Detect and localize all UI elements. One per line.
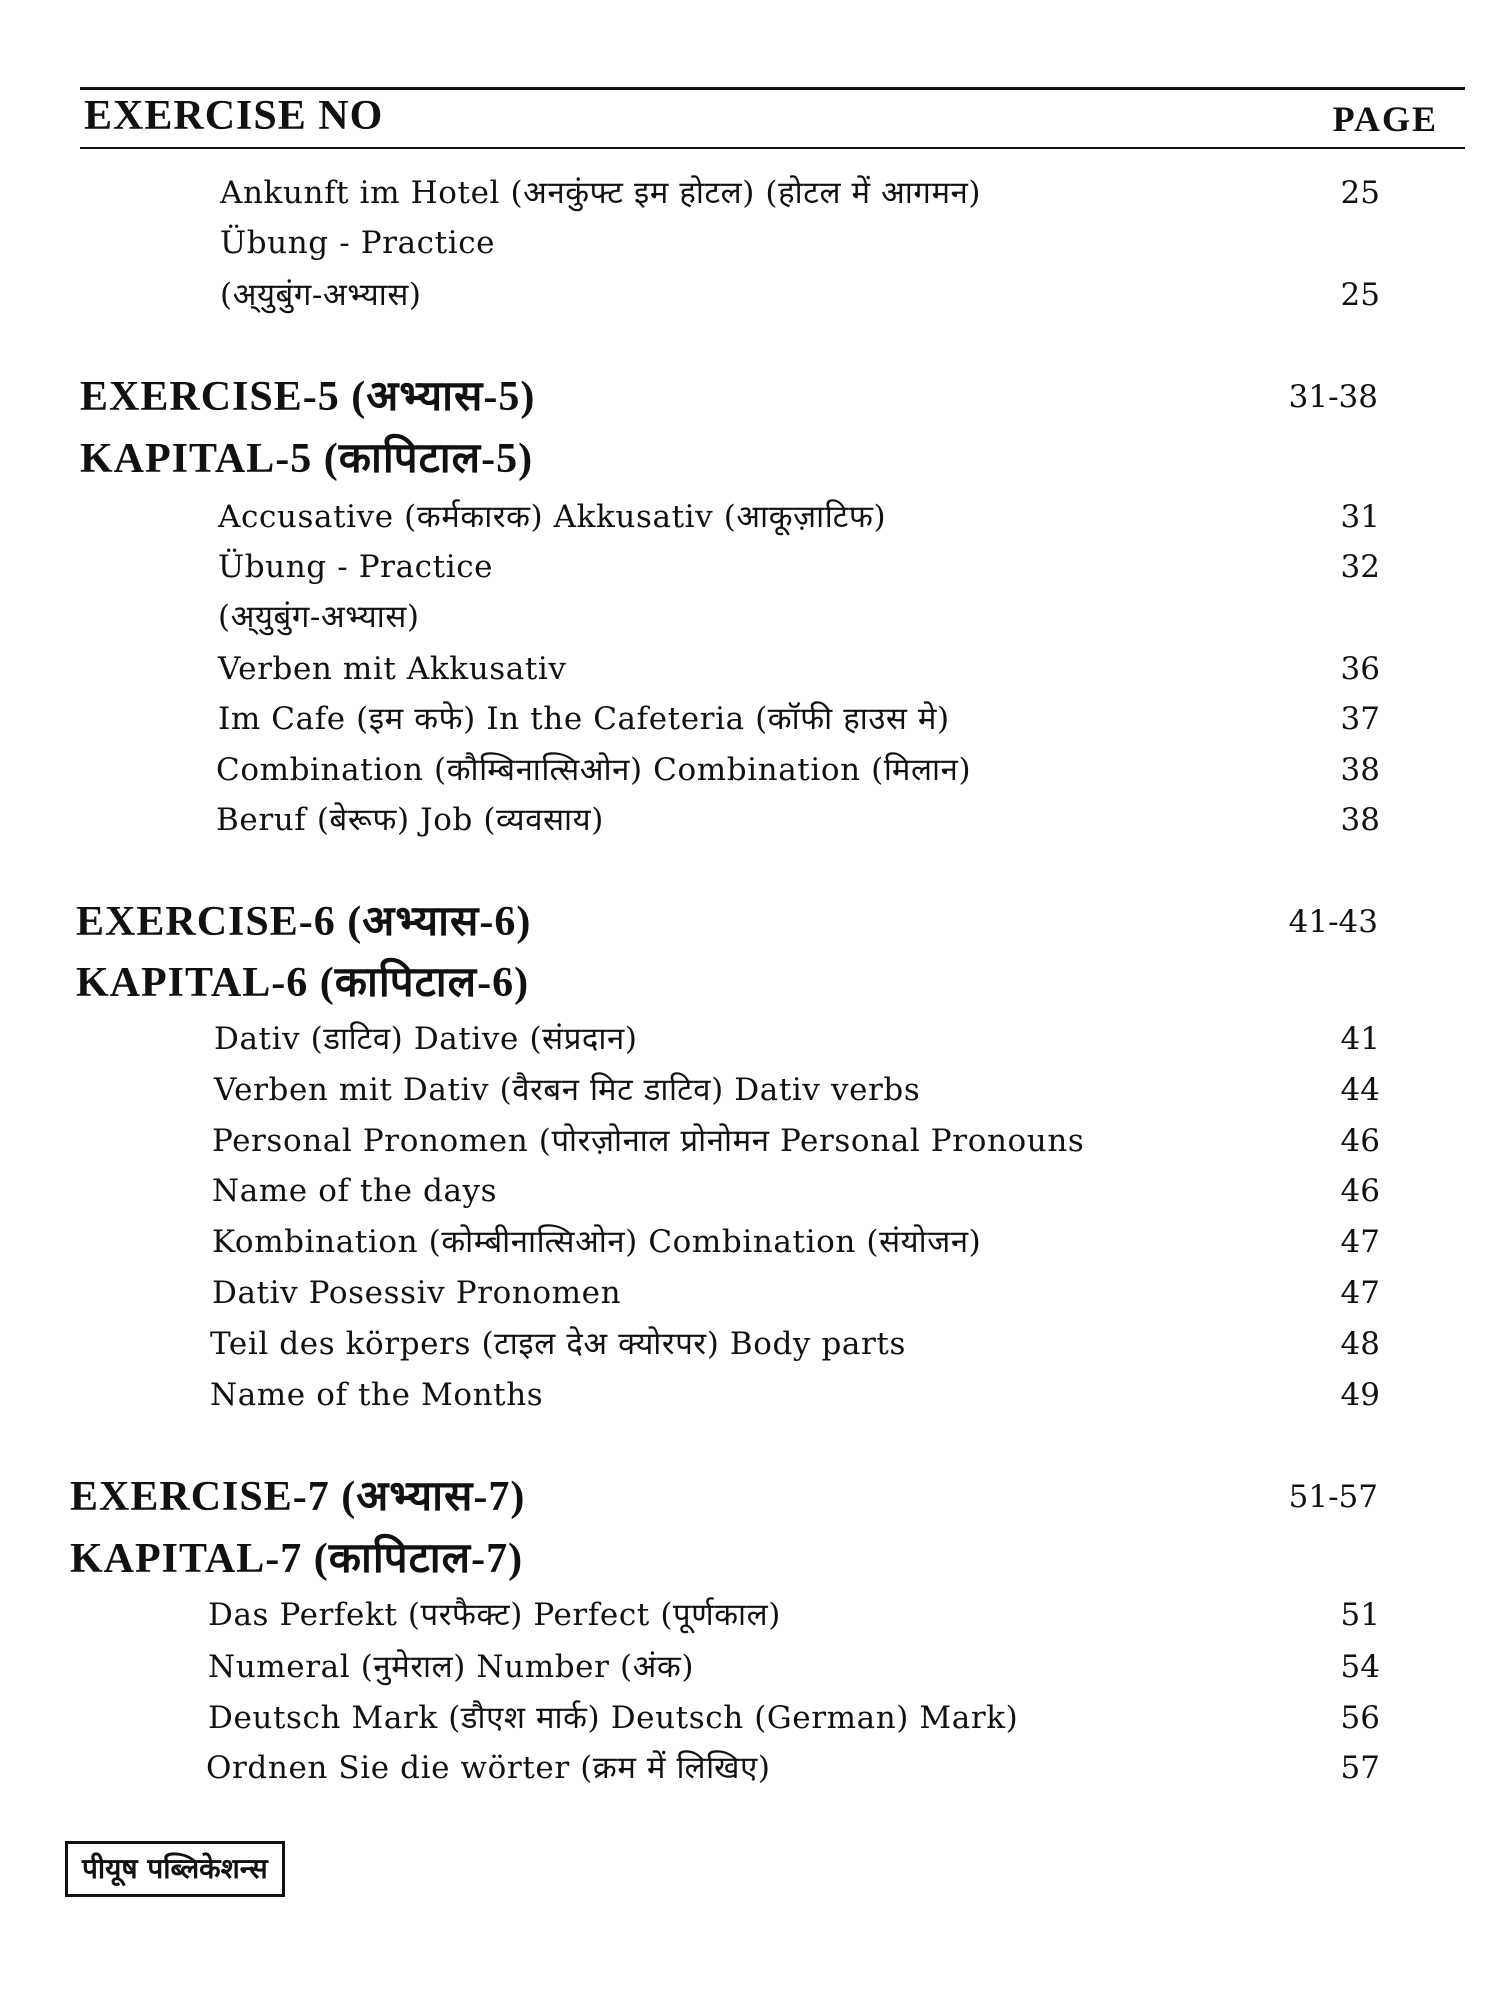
toc-entry-page: 54 [1340, 1649, 1380, 1685]
toc-entry-text: Combination (कौम्बिनात्सिओन) Combination (मिलान) [216, 752, 972, 788]
toc-entry-text: Beruf (बेरूफ) Job (व्यवसाय) [216, 802, 604, 838]
toc-entry [0, 1370, 1500, 1420]
toc-entry-text: Übung - Practice [218, 549, 494, 585]
toc-entry [0, 1642, 1500, 1692]
toc-entry-text: Accusative (कर्मकारक) Akkusativ (आकूज़ाटिफ) [218, 499, 887, 535]
toc-entry [0, 1319, 1500, 1369]
toc-entry [0, 492, 1500, 542]
toc-entry-text: Personal Pronomen (पोरज़ोनाल प्रोनोमन Personal Pronouns [212, 1123, 1085, 1159]
toc-entry-text: Verben mit Dativ (वैरबन मिट डाटिव) Dativ verbs [214, 1072, 921, 1108]
toc-entry-page: 56 [1340, 1700, 1380, 1736]
toc-entry-page: 25 [1340, 175, 1380, 211]
toc-entry-text: (अ्युबुंग-अभ्यास) [218, 599, 420, 635]
toc-entry [0, 1590, 1500, 1640]
publisher-box: पीयूष पब्लिकेशन्स [65, 1841, 285, 1897]
header-top-rule [80, 87, 1465, 90]
toc-heading-text: EXERCISE-7 (अभ्यास-7) [70, 1474, 526, 1520]
exercise-no-header: EXERCISE NO [84, 93, 384, 139]
toc-entry [0, 1268, 1500, 1318]
toc-entry-page: 36 [1340, 651, 1380, 687]
toc-entry [0, 1014, 1500, 1064]
toc-entry [0, 1116, 1500, 1166]
toc-entry-text: Dativ (डाटिव) Dative (संप्रदान) [214, 1021, 638, 1057]
toc-entry [0, 218, 1500, 268]
toc-entry-page: 46 [1340, 1173, 1380, 1209]
toc-entry-text: Kombination (कोम्बीनात्सिओन) Combination (संयोजन) [212, 1224, 982, 1260]
toc-entry-page: 32 [1340, 549, 1380, 585]
toc-heading [0, 1472, 1500, 1522]
toc-entry-page: 48 [1340, 1326, 1380, 1362]
toc-entry-page: 57 [1340, 1750, 1380, 1786]
toc-entry-page: 41 [1340, 1021, 1380, 1057]
toc-entry-page: 25 [1340, 277, 1380, 313]
toc-entry-page: 47 [1340, 1224, 1380, 1260]
toc-heading-text: KAPITAL-7 (कापिटाल-7) [70, 1536, 524, 1582]
page-header: PAGE [1332, 99, 1438, 139]
toc-heading-text: EXERCISE-6 (अभ्यास-6) [76, 899, 532, 945]
toc-entry [0, 270, 1500, 320]
toc-heading [0, 434, 1500, 484]
toc-entry-text: Teil des körpers (टाइल देअ क्योरपर) Body parts [210, 1326, 907, 1362]
toc-heading-page: 41-43 [1288, 904, 1378, 940]
toc-entry [0, 745, 1500, 795]
toc-entry [0, 1166, 1500, 1216]
toc-entry-text: Numeral (नुमेराल) Number (अंक) [208, 1649, 695, 1685]
toc-heading-text: EXERCISE-5 (अभ्यास-5) [80, 374, 536, 420]
toc-entry-text: Deutsch Mark (डौएश मार्क) Deutsch (German) Mark) [208, 1700, 1019, 1736]
toc-entry-page: 38 [1340, 752, 1380, 788]
toc-entry-text: (अ्युबुंग-अभ्यास) [220, 277, 422, 313]
toc-entry [0, 1743, 1500, 1793]
toc-entry-text: Verben mit Akkusativ [218, 651, 567, 687]
toc-heading [0, 897, 1500, 947]
toc-entry-text: Name of the days [212, 1173, 498, 1209]
toc-entry-text: Im Cafe (इम कफे) In the Cafeteria (कॉफी हाउस मे) [218, 701, 950, 737]
toc-heading-text: KAPITAL-6 (कापिटाल-6) [76, 960, 530, 1006]
toc-entry-text: Name of the Months [210, 1377, 544, 1413]
toc-entry-page: 47 [1340, 1275, 1380, 1311]
toc-entry [0, 644, 1500, 694]
header-bottom-rule [80, 147, 1465, 149]
toc-entry-page: 38 [1340, 802, 1380, 838]
toc-entry-text: Ordnen Sie die wörter (क्रम में लिखिए) [206, 1750, 771, 1786]
toc-entry-page: 37 [1340, 701, 1380, 737]
toc-entry [0, 694, 1500, 744]
toc-entry [0, 592, 1500, 642]
toc-entry-text: Dativ Posessiv Pronomen [212, 1275, 622, 1311]
toc-entry-page: 51 [1340, 1597, 1380, 1633]
toc-heading [0, 958, 1500, 1008]
toc-entry [0, 795, 1500, 845]
toc-entry [0, 1693, 1500, 1743]
toc-entry [0, 542, 1500, 592]
toc-entry [0, 1217, 1500, 1267]
toc-heading-page: 31-38 [1288, 379, 1378, 415]
toc-entry-text: Ankunft im Hotel (अनकुंफ्ट इम होटल) (होटल में आगमन) [220, 175, 982, 211]
toc-heading [0, 1534, 1500, 1584]
toc-entry-text: Das Perfekt (परफैक्ट) Perfect (पूर्णकाल) [208, 1597, 781, 1633]
toc-entry-page: 46 [1340, 1123, 1380, 1159]
toc-entry-text: Übung - Practice [220, 225, 496, 261]
toc-entry-page: 49 [1340, 1377, 1380, 1413]
toc-heading-page: 51-57 [1288, 1479, 1378, 1515]
toc-entry-page: 31 [1340, 499, 1380, 535]
toc-entry [0, 1065, 1500, 1115]
toc-heading [0, 372, 1500, 422]
toc-heading-text: KAPITAL-5 (कापिटाल-5) [80, 436, 534, 482]
toc-entry [0, 168, 1500, 218]
toc-entry-page: 44 [1340, 1072, 1380, 1108]
